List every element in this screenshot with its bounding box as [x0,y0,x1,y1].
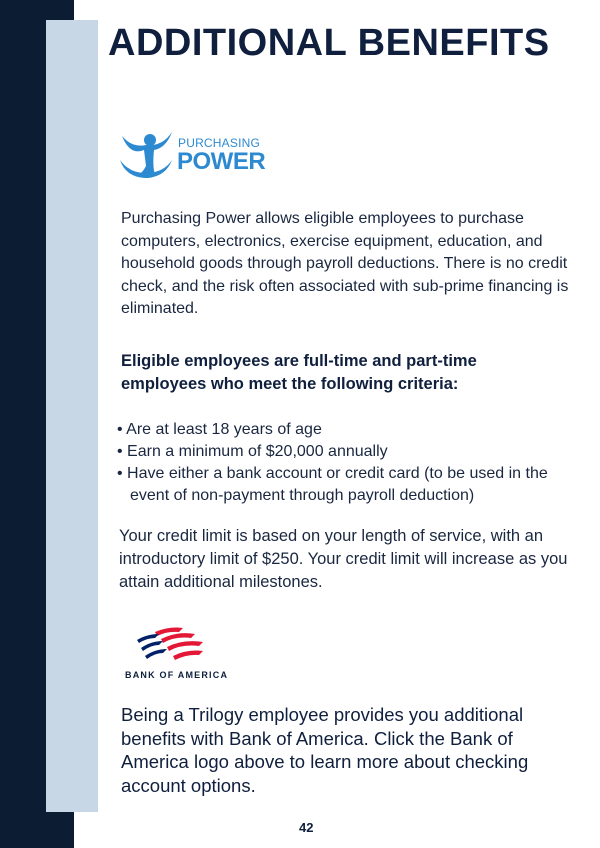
bank-paragraph: Being a Trilogy employee provides you additional benefits with Bank of America. Click the Bank of America logo above to learn more about checking account options. [121,704,529,796]
bank-of-america-flag-icon [125,626,205,666]
person-swoosh-icon [116,126,176,182]
page-title: ADDITIONAL BENEFITS [108,22,550,64]
eligibility-heading: Eligible employees are full-time and part-time employees who meet the following criteria: [121,352,477,393]
bank-of-america-logo-text: BANK OF AMERICA [125,670,229,680]
criteria-list [117,419,577,507]
page-number: 42 [299,820,314,835]
criteria-item: • Are at least 18 years of age [117,421,322,438]
bank-of-america-logo[interactable] [125,626,229,686]
left-light-bar [46,20,98,812]
purchasing-power-logo-line2: POWER [177,148,266,175]
criteria-item: • Have either a bank account or credit card (to be used in the event of non-payment through payroll deduction) [117,465,548,504]
criteria-item: • Earn a minimum of $20,000 annually [117,443,388,460]
purchasing-power-logo-line1: PURCHASING [178,136,261,150]
purchasing-power-logo[interactable] [116,126,266,182]
intro-paragraph: Purchasing Power allows eligible employees to purchase computers, electronics, exercise equipment, education, and household goods through payroll deductions. There is no credit check, and the risk often associated with sub-prime financing is eliminated. [121,210,569,317]
credit-limit-paragraph: Your credit limit is based on your length of service, with an introductory limit of $250. Your credit limit will increase as you attain additional milestones. [119,527,568,591]
